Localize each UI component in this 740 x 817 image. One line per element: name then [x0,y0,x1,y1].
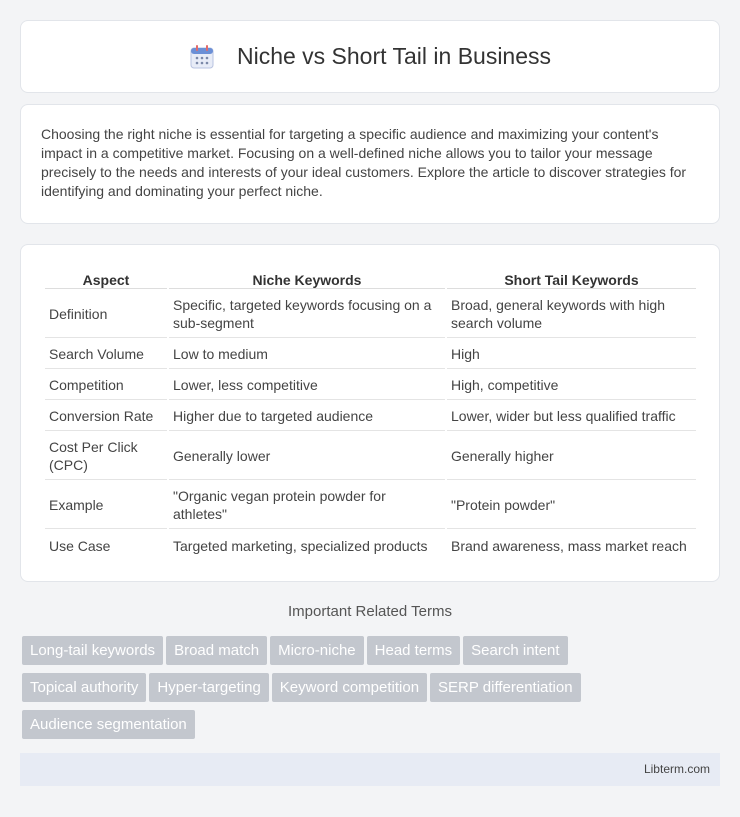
footer-link[interactable]: Libterm.com [643,762,710,776]
table-cell: High [447,340,696,369]
related-term-tag[interactable]: Head terms [367,636,461,665]
table-cell: Specific, targeted keywords focusing on a sub-segment [169,291,445,338]
table-cell: Cost Per Click (CPC) [45,433,167,480]
table-cell: Higher due to targeted audience [169,402,445,431]
table-cell: Definition [45,291,167,338]
table-cell: Use Case [49,537,111,554]
column-header: Short Tail Keywords [447,267,696,289]
comparison-table [43,265,698,562]
table-cell: Generally higher [447,433,696,480]
related-term-tag[interactable]: Hyper-targeting [149,673,268,702]
page-title: Niche vs Short Tail in Business [236,43,552,69]
comparison-card [20,244,720,582]
related-term-tag[interactable]: Audience segmentation [22,710,195,739]
table-cell: Competition [45,371,167,400]
table-cell: Search Volume [45,340,167,369]
related-term-tag[interactable]: Keyword competition [272,673,427,702]
column-header: Aspect [45,267,167,289]
calendar-icon [189,44,215,70]
table-row [45,433,696,480]
related-terms-title: Important Related Terms [288,603,452,620]
table-row [45,402,696,431]
table-cell: Targeted marketing, specialized products [173,537,428,554]
table-cell: Lower, less competitive [169,371,445,400]
related-term-tag[interactable]: Topical authority [22,673,146,702]
table-cell: Lower, wider but less qualified traffic [447,402,696,431]
table-row [45,482,696,529]
table-header-row [45,267,696,289]
related-term-tag[interactable]: SERP differentiation [430,673,581,702]
table-cell: Brand awareness, mass market reach [451,537,687,554]
related-term-tag[interactable]: Search intent [463,636,567,665]
column-header: Niche Keywords [169,267,445,289]
table-row [45,340,696,369]
related-term-tag[interactable]: Micro-niche [270,636,364,665]
table-cell: Conversion Rate [45,402,167,431]
table-cell: "Organic vegan protein powder for athletes" [169,482,445,529]
intro-text: Choosing the right niche is essential for targeting a specific audience and maximizing your content's impact in a competitive market. Focusing on a well-defined niche allows you to tailor your message precisely to the needs and interests of your ideal customers. Explore the article to discover strategies for identifying and dominating your perfect niche. [41,126,687,199]
table-cell: Broad, general keywords with high search volume [447,291,696,338]
footer [20,753,720,786]
related-term-tag[interactable]: Long-tail keywords [22,636,163,665]
table-cell: Generally lower [169,433,445,480]
related-term-tag[interactable]: Broad match [166,636,267,665]
intro-card [20,104,720,224]
table-cell: Low to medium [169,340,445,369]
header-card [20,20,720,93]
related-terms-list [22,636,722,747]
table-cell: Example [45,482,167,529]
table-row [45,371,696,400]
table-row [45,291,696,338]
table-cell: "Protein powder" [447,482,696,529]
table-cell: High, competitive [447,371,696,400]
table-row [45,531,696,560]
